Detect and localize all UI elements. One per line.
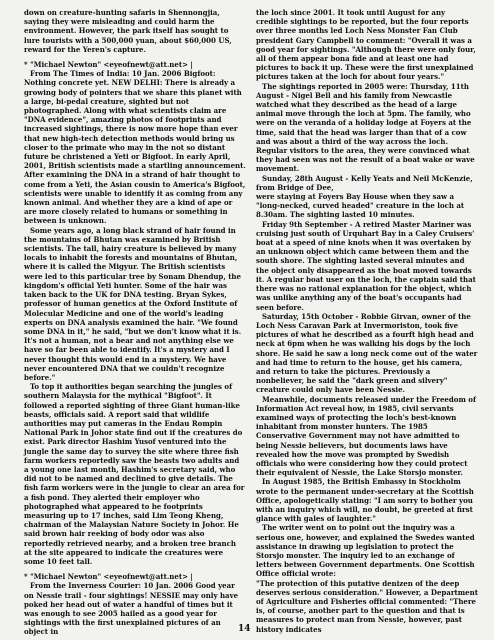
- contributor-line: * "Michael Newton" <eyeofnewt@att.net> |: [24, 60, 193, 70]
- paragraph: Some years ago, a long black strand of hair found in the mountains of Bhutan was examined by British scientists. The tall, hairy creature is believed by many locals to inhabit the forests and mountains of Bhutan, where it is called the Migyur. The British scientists were led to this particular tree by Sonam Dhendup, the kingdom's official Yeti hunter. Some of the hair was taken back to the UK for DNA testing. Bryan Sykes, professor of human genetics at the Oxford Institute of Molecular Medicine and one of the world's leading experts on DNA analysis examined the hair. "We found some DNA in it," he said, "but we don't know what it is. It's not a human, not a bear and not anything else we have so far been able to identify. It's a mystery and I never thought this would end in a mystery. We have never encountered DNA that we couldn't recognize before.": [24, 225, 242, 382]
- paragraph: "The protection of this putative denizen of the deep deserves serious consideration." However, a Department of Agriculture and Fisheries official commented: "There is, of course, another part to the question and that is measures to protect man from Nessie, however, past history indicates: [256, 578, 478, 634]
- paragraph: The sightings reported in 2005 were: Thursday, 11th August - Nigel Bell and his family from Newcastle watched what they described as the head of a large animal move through the loch at 5pm. The family, who were on the veranda of a holiday lodge at Foyers at the time, said that the head was larger than that of a cow and was about a third of the way across the loch. Regular visitors to the area, they were convinced what they had seen was not the result of a boat wake or wave movement.: [256, 81, 475, 174]
- paragraph: down on creature-hunting safaris in Shennongjia, saying they were misleading and could harm the environment. However, the park itself has sought to lure tourists with a 500,000 yuan, about $60,000 US, reward for the Yeren's capture.: [24, 8, 232, 54]
- paragraph: Saturday, 15th October - Robbie Girvan, owner of the Loch Ness Caravan Park at Invermoriston, took five pictures of what he described as a fourft high head and neck at 6pm when he was walking his dogs by the loch shore. He said he saw a long neck come out of the water and had time to return to the house, get his camera, and return to take the pictures. Previously a nonbeliever, he said the "dark green and silvery" creature could only have been Nessie.: [256, 311, 478, 395]
- paragraph: Friday 9th September - A retired Master Mariner was cruising just south of Urquhart Bay in a Caley Cruisers' boat at a speed of nine knots when it was overtaken by an unknown object which came between them and the south shore. The sighting lasted several minutes and the object only disappeared as the boat moved towards it. A regular boat user on the loch, the captain said that there was no rational explanation for the object, which was unlike anything any of the boat's occupants had seen before.: [256, 219, 476, 312]
- paragraph: Sunday, 28th August - Kelly Yeats and Neil McKenzie, from Bridge of Dee,: [256, 173, 473, 192]
- paragraph: In August 1985, the British Embassy in Stockholm wrote to the permanent under-secretary at the Scottish Office, apologetically stating: "I am sorry to bother you with an inquiry which will, no doubt, be greeted at first glance with gales of laughter.": [256, 477, 474, 524]
- left-column: [24, 8, 246, 637]
- paragraph: From the Inverness Courier: 10 Jan. 2006 Good year on Nessie trail - four sightings! NESSIE may only have poked her head out of water a handful of times but it was enough to see 2005 hailed as a good year for sightings with the first unexplained pictures of an object in: [24, 581, 239, 637]
- paragraph: the loch since 2001. It took until August for any credible sightings to be reported, but the four reports over three months led Loch Ness Monster Fan Club president Gary Campbell to comment: "Overall it was a good year for sightings. "Although there were only four, all of them appear bona fide and at least one had pictures to back it up. These were the first unexplained pictures taken at the loch for about four years.": [256, 8, 476, 82]
- paragraph: The writer went on to point out the inquiry was a serious one, however, and explained the Swedes wanted assistance in drawing up legislation to protect the Storsjo monster. The inquiry led to an exchange of letters between Government departments. One Scottish Office official wrote:: [256, 523, 475, 579]
- contributor-line: * "Michael Newton" <eyeofnewt@att.net> |: [24, 572, 193, 582]
- page-number: 14: [238, 624, 251, 634]
- paragraph: To top it authorities began searching the jungles of southern Malaysia for the mythical "Bigfoot". It followed a reported sighting of three Giant human-like beasts, officials said. A report said that wildlife authorities may put cameras in the Endau Rompin National Park in Johor state find out if the creatures do exist. Park director Hashim Yusof ventured into the jungle the same day to survey the site where three fish farm workers reportedly saw the beasts two adults and a young one last month, Hashim's secretary said, who did not to be named and declined to give details. The fish farm workers were in the jungle to clear an area for a fish pond. They alerted their employer who photographed what appeared to be footprints measuring up to 17 inches, said Lim Teong Kheng, chairman of the Malaysian Nature Society in Johor. He said brown hair reeking of body odor was also reportedly retrieved nearby, and a broken tree branch at the site appeared to indicate the creatures were some 10 feet tall.: [24, 382, 245, 566]
- right-column: [256, 8, 478, 634]
- paragraph: From The Times of India: 10 Jan. 2006 Bigfoot: Nothing concrete yet. NEW DELHI: There is already a growing body of pointers that we share this planet with a large, bi-pedal creature, sighted but not photographed. Along with what scientists claim are "DNA evidence", amazing photos of footprints and increased sightings, there is now more hope than ever that new high-tech detection methods would bring us closer to the primate who may in the not so distant future be christened a Yeti or Bigfoot. In early April, 2001, British scientists made a startling announcement. After examining the DNA in a strand of hair thought to come from a Yeti, the Asian cousin to America's Bigfoot, scientists were unable to identify it as coming from any known animal. And whether they are a kind of ape or are more closely related to humans or something in between is unknown.: [24, 69, 246, 226]
- paragraph: Meanwhile, documents released under the Freedom of Information Act reveal how, in 1985, civil servants examined ways of protecting the loch's best-known inhabitant from monster hunters. The 1985 Conservative Government may not have admitted to being Nessie believers, but documents laws have revealed how the move was prompted by Swedish officials who were considering how they could protect their equivalent of Nessie, the Lake Storsjo monster.: [256, 394, 476, 478]
- paragraph: were staying at Foyers Bay House when they saw a "long-necked, curved headed" creature in the loch at 8.30am. The sighting lasted 10 minutes.: [256, 192, 465, 220]
